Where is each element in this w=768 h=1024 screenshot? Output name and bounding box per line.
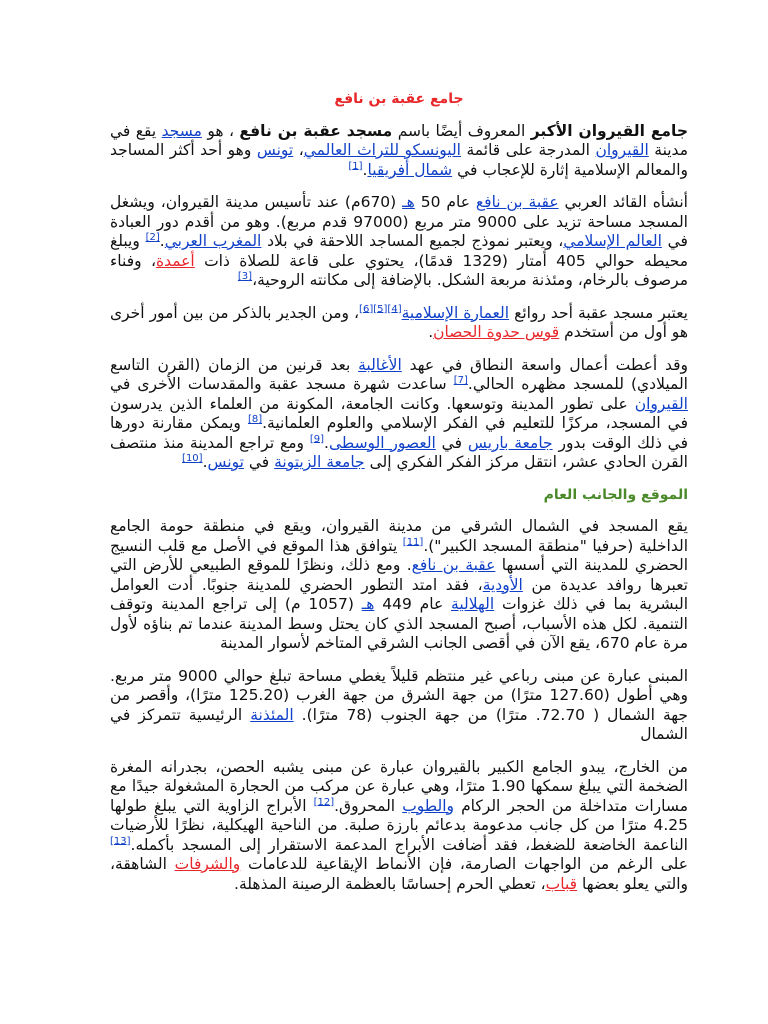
text: في (243, 453, 275, 471)
paragraph-dimensions (110, 667, 688, 745)
text: من الخارج، يبدو الجامع الكبير بالقيروان عبارة عن مبنى يشبه الحصن، بجدرانه المغرة الضخمة التي يبلغ سمكها 1.90 مترًا، وهي عبارة عن مركب من الحجارة المشغولة جيدًا مع مسارات متداخلة من الحجر الركام (110, 757, 688, 815)
link-merlons[interactable]: والشرفات (174, 855, 241, 873)
text: المعروف أيضًا باسم (392, 121, 531, 140)
paragraph-intro (110, 122, 688, 181)
reference-link[interactable]: [3] (237, 270, 253, 282)
link-islamic-architecture[interactable]: العمارة الإسلامية (401, 303, 510, 322)
text: الشاهقة، والتي يعلو بعضها (110, 855, 688, 893)
reference-link[interactable]: [2] (145, 231, 160, 243)
text: المبنى عبارة عن مبنى رباعي غير منتظم قليلاً يغطي مساحة تبلغ حوالي 9000 متر مربع. وهي أطول (127.60 مترًا) من جهة الشرق من جهة الغرب (125.20 مترًا)، وأقصر من جهة الشمال ( 72.70. مترًا) من جهة الجنوب (78 مترًا). (110, 666, 689, 724)
paragraph-history (110, 356, 688, 473)
link-kairouan[interactable]: القيروان (634, 394, 688, 413)
link-columns[interactable]: أعمدة (155, 251, 195, 270)
text: ساعدت شهرة مسجد عقبة والمقدسات الأخرى في (110, 375, 454, 393)
text: المحروق. (334, 796, 403, 815)
bold-text: مسجد عقبة بن نافع (239, 121, 393, 140)
text: يقع المسجد في الشمال الشرقي من مدينة القيروان، ويقع في منطقة حومة الجامع الداخلية (حرفيا "منطقة المسجد الكبير"). (110, 517, 689, 555)
text: يتوافق هذا الموقع في الأصل مع قلب النسيج الحضري للمدينة التي أسسها (110, 536, 688, 574)
link-unesco[interactable]: اليونسكو للتراث العالمي (303, 141, 461, 159)
reference-link[interactable]: [4][5][6] (359, 303, 402, 315)
text: ، هو (201, 121, 240, 140)
link-zaytuna[interactable]: جامعة الزيتونة (274, 453, 365, 471)
link-kairouan[interactable]: القيروان (595, 141, 649, 159)
text: ويمكن مقارنة دورها في ذلك الوقت بدور (110, 414, 689, 452)
text: . (159, 232, 165, 250)
article-title: جامع عقبة بن نافع (334, 91, 464, 107)
text: ، ومن الجدير بالذكر من بين أمور أخرى هو أول من أستخدم (110, 303, 688, 341)
text: على تطور المدينة وتوسعها. وكانت الجامعة، المكونة من العلماء الذين يدرسون في المسجد، مركزًا للتعليم في الفكر الإسلامي والعلوم العلمانية. (110, 394, 688, 432)
link-university-paris[interactable]: جامعة باريس (467, 433, 553, 452)
text: ، وفناء مرصوف بالرخام، ومئذنة مربعة الشكل. بالإضافة إلى مكانته الروحية، (110, 251, 688, 289)
link-hijri[interactable]: هـ (361, 595, 375, 613)
link-tunis[interactable]: تونس (207, 453, 244, 471)
text: عام 50 (414, 193, 476, 211)
text: بعد قرنين من الزمان (القرن التاسع الميلادي) للمسجد مظهره الحالي. (110, 355, 688, 393)
reference-link[interactable]: [8] (247, 413, 263, 425)
text: أنشأه القائد العربي (558, 193, 688, 211)
link-north-africa[interactable]: شمال أفريقيا (367, 160, 453, 179)
link-aghlabids[interactable]: الأغالبة (358, 355, 402, 374)
link-brick[interactable]: والطوب (402, 796, 455, 815)
paragraph-exterior (110, 758, 688, 895)
link-middle-ages[interactable]: العصور الوسطى (328, 433, 436, 452)
text: ، فقد امتد التطور الحضري للمدينة جنوبًا. أدت العوامل البشرية بما في ذلك غزوات (110, 575, 689, 613)
text: على الرغم من الواجهات الصارمة، فإن الأنماط الإيقاعية للدعامات (240, 855, 688, 873)
link-horseshoe-arch[interactable]: قوس حدوة الحصان (433, 323, 560, 341)
text: . (324, 433, 329, 452)
link-wadis[interactable]: الأودية (482, 575, 523, 594)
text: الأبراج الزاوية التي يبلغ طولها 4.25 مترًا من كل جانب مدعومة بدعائم بارزة صلبة. من الناحية الهيكلية، نظرًا للأرضيات الناعمة الخاضعة للضغط، فقد أضافت الأبراج المدعمة الاستقرار إلى المسجد بأكمله. (110, 796, 688, 854)
text: ، ويعتبر نموذج لجميع المساجد اللاحقة في بلاد (261, 232, 564, 250)
text: . (202, 453, 208, 471)
text: (1057 م) إلى تراجع المدينة وتوقف التنمية. لكل هذه الأسباب، أصبح المسجد الذي كان يحتل وسط المدينة عندما تم بناؤه لأول مرة عام 670، يقع الآن في أقصى الجانب الشرقي المتاخم لأسوار المدينة (110, 595, 688, 652)
link-uqba[interactable]: عقبة بن نافع (411, 556, 496, 574)
text: عام 449 (374, 595, 452, 613)
text: . (362, 160, 368, 179)
text: وهو أحد أكثر المساجد والمعالم الإسلامية إثارة للإعجاب في (110, 141, 688, 179)
text: المدرجة على قائمة (460, 141, 596, 159)
reference-link[interactable]: [13] (110, 835, 131, 847)
reference-link[interactable]: [7] (453, 374, 468, 386)
text: (670م) عند تأسيس مدينة القيروان، ويشغل المسجد مساحة تزيد على 9000 متر مربع (97000 قدم مربع). وهو من أقدم دور العبادة في (110, 193, 688, 250)
text: ويبلغ محيطه حوالي 405 أمتار (1329 قدمًا)، يحتوي على قاعة للصلاة ذات (110, 232, 689, 270)
article (110, 90, 688, 907)
link-hilalians[interactable]: الهلالية (451, 595, 495, 613)
text: ومع تراجع المدينة منذ منتصف القرن الحادي عشر، انتقل مركز الفكر الفكري إلى (110, 433, 688, 471)
reference-link[interactable]: [11] (402, 536, 424, 548)
text: يعتبر مسجد عقبة أحد روائع (509, 303, 688, 322)
paragraph-location (110, 517, 688, 654)
paragraph-architecture (110, 304, 688, 343)
link-hijri[interactable]: هـ (402, 193, 415, 211)
link-islamic-world[interactable]: العالم الإسلامي (563, 232, 662, 250)
link-maghreb[interactable]: المغرب العربي (164, 232, 262, 250)
text: الرئيسية تتمركز في الشمال (110, 705, 688, 743)
reference-link[interactable]: [10] (182, 452, 203, 464)
paragraph-founding (110, 193, 688, 291)
text: . ومع ذلك، ونظرًا للموقع الطبيعي للأرض التي تعبرها روافد عديدة من (110, 556, 688, 594)
link-tunisia[interactable]: تونس (256, 141, 294, 159)
text: . (428, 323, 434, 341)
link-masjid[interactable]: مسجد (161, 121, 202, 140)
bold-text: جامع القيروان الأكبر (530, 121, 689, 140)
section-heading: الموقع والجانب العام (543, 486, 688, 503)
text: وقد أعطت أعمال واسعة النطاق في عهد (401, 355, 688, 374)
text: يقع في مدينة (110, 121, 688, 159)
text: ، تعطي الحرم إحساسًا بالعظمة الرصينة المذهلة. (234, 874, 546, 893)
link-domes[interactable]: قباب (545, 874, 578, 893)
text: ، (293, 141, 304, 159)
link-minaret[interactable]: المئذنة (250, 705, 294, 724)
reference-link[interactable]: [1] (348, 160, 363, 172)
reference-link[interactable]: [12] (313, 796, 335, 808)
link-uqba[interactable]: عقبة بن نافع (475, 193, 559, 211)
text: في (435, 433, 468, 452)
reference-link[interactable]: [9] (309, 433, 324, 445)
